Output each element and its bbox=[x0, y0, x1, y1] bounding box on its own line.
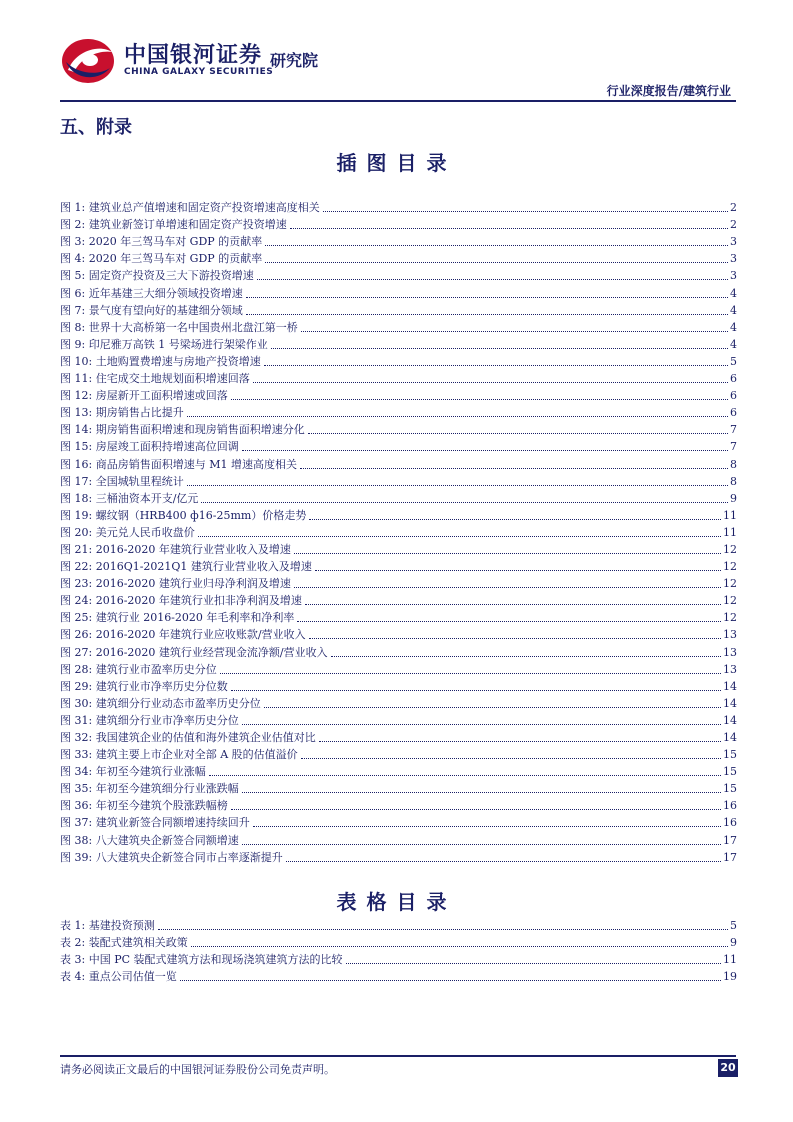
toc-entry-label: 图 1: 建筑业总产值增速和固定资产投资增速高度相关 bbox=[60, 201, 320, 215]
toc-entry-label: 图 7: 景气度有望向好的基建细分领域 bbox=[60, 303, 243, 317]
toc-entry-page: 17 bbox=[723, 833, 737, 847]
toc-entry-label: 图 21: 2016-2020 年建筑行业营业收入及增速 bbox=[60, 542, 291, 556]
toc-entry-label: 图 34: 年初至今建筑行业涨幅 bbox=[60, 765, 206, 779]
dot-leader bbox=[242, 724, 721, 725]
toc-entry-label: 表 1: 基建投资预测 bbox=[60, 919, 155, 933]
page-number: 20 bbox=[718, 1059, 738, 1077]
dot-leader bbox=[209, 775, 721, 776]
toc-entry-label: 表 4: 重点公司估值一览 bbox=[60, 970, 177, 984]
figure-toc-entry[interactable] bbox=[60, 386, 737, 403]
toc-entry-page: 5 bbox=[730, 919, 737, 933]
toc-entry-page: 11 bbox=[723, 508, 737, 522]
dot-leader bbox=[271, 348, 728, 349]
dot-leader bbox=[246, 314, 728, 315]
toc-entry-page: 14 bbox=[723, 679, 737, 693]
figure-toc-entry[interactable] bbox=[60, 796, 737, 813]
toc-entry-page: 7 bbox=[730, 440, 737, 454]
figure-toc-entry[interactable] bbox=[60, 711, 737, 728]
figure-toc-entry[interactable] bbox=[60, 625, 737, 642]
toc-entry-page: 6 bbox=[730, 372, 737, 386]
figure-toc-entry[interactable] bbox=[60, 608, 737, 625]
table-toc-title: 表格目录 bbox=[336, 890, 457, 914]
toc-entry-label: 图 36: 年初至今建筑个股涨跌幅榜 bbox=[60, 799, 228, 813]
toc-entry-label: 图 32: 我国建筑企业的估值和海外建筑企业估值对比 bbox=[60, 731, 316, 744]
dot-leader bbox=[265, 262, 728, 263]
toc-entry-label: 图 35: 年初至今建筑细分行业涨跌幅 bbox=[60, 782, 239, 796]
toc-entry-page: 4 bbox=[730, 303, 737, 317]
toc-entry-page: 9 bbox=[730, 491, 737, 505]
dot-leader bbox=[309, 519, 721, 520]
dot-leader bbox=[158, 929, 728, 930]
figure-toc-entry[interactable] bbox=[60, 574, 737, 591]
dot-leader bbox=[315, 570, 721, 571]
toc-entry-label: 图 37: 建筑业新签合同额增速持续回升 bbox=[60, 816, 250, 830]
dot-leader bbox=[231, 690, 721, 691]
toc-entry-page: 3 bbox=[730, 235, 737, 249]
dot-leader bbox=[187, 485, 728, 486]
dot-leader bbox=[253, 382, 728, 383]
toc-entry-page: 2 bbox=[730, 218, 737, 232]
toc-entry-page: 6 bbox=[730, 389, 737, 403]
dot-leader bbox=[346, 963, 721, 964]
toc-entry-label: 图 5: 固定资产投资及三大下游投资增速 bbox=[60, 269, 254, 283]
table-toc-entry[interactable] bbox=[60, 967, 737, 984]
toc-entry-page: 14 bbox=[723, 713, 737, 727]
toc-entry-label: 图 23: 2016-2020 建筑行业归母净利润及增速 bbox=[60, 577, 291, 591]
toc-entry-label: 图 19: 螺纹钢（HRB400 ф16-25mm）价格走势 bbox=[60, 508, 307, 522]
toc-entry-label: 图 30: 建筑细分行业动态市盈率历史分位 bbox=[60, 696, 261, 710]
dot-leader bbox=[308, 433, 728, 434]
toc-entry-page: 2 bbox=[730, 201, 737, 215]
toc-entry-label: 图 25: 建筑行业 2016-2020 年毛利率和净利率 bbox=[60, 611, 295, 625]
report-type: 行业深度报告/建筑行业 bbox=[606, 84, 731, 98]
figure-toc-entry[interactable] bbox=[60, 420, 737, 437]
dot-leader bbox=[297, 621, 721, 622]
toc-entry-page: 6 bbox=[730, 406, 737, 420]
dot-leader bbox=[294, 553, 721, 554]
figure-toc-entry[interactable] bbox=[60, 472, 737, 489]
dot-leader bbox=[253, 826, 721, 827]
figure-toc-entry[interactable] bbox=[60, 232, 737, 249]
toc-entry-page: 4 bbox=[730, 286, 737, 300]
figure-toc-entry[interactable] bbox=[60, 369, 737, 386]
toc-entry-page: 16 bbox=[723, 799, 737, 813]
dot-leader bbox=[300, 468, 728, 469]
figure-toc-entry[interactable] bbox=[60, 266, 737, 283]
toc-entry-page: 12 bbox=[723, 542, 737, 556]
toc-entry-page: 4 bbox=[730, 320, 737, 334]
figure-toc-entry[interactable] bbox=[60, 283, 737, 300]
toc-entry-page: 19 bbox=[723, 970, 737, 984]
toc-entry-page: 3 bbox=[730, 252, 737, 266]
toc-entry-label: 图 8: 世界十大高桥第一名中国贵州北盘江第一桥 bbox=[60, 320, 298, 334]
dot-leader bbox=[201, 502, 728, 503]
dot-leader bbox=[301, 331, 728, 332]
figure-toc-entry[interactable] bbox=[60, 318, 737, 335]
toc-entry-label: 图 11: 住宅成交土地规划面积增速回落 bbox=[60, 372, 250, 386]
toc-entry-label: 图 24: 2016-2020 年建筑行业扣非净利润及增速 bbox=[60, 594, 302, 608]
dot-leader bbox=[290, 228, 728, 229]
toc-entry-page: 8 bbox=[730, 457, 737, 471]
toc-entry-page: 12 bbox=[723, 560, 737, 574]
figure-toc-entry[interactable] bbox=[60, 830, 737, 847]
toc-entry-label: 图 9: 印尼雅万高铁 1 号梁场进行架梁作业 bbox=[60, 337, 268, 351]
toc-entry-page: 16 bbox=[723, 816, 737, 830]
toc-entry-page: 12 bbox=[723, 577, 737, 591]
figure-toc-entry[interactable] bbox=[60, 454, 737, 471]
toc-entry-label: 图 29: 建筑行业市净率历史分位数 bbox=[60, 679, 228, 693]
toc-entry-label: 图 31: 建筑细分行业市净率历史分位 bbox=[60, 713, 239, 727]
toc-entry-page: 11 bbox=[723, 525, 737, 539]
figure-toc-entry[interactable] bbox=[60, 591, 737, 608]
toc-entry-label: 表 3: 中国 PC 装配式建筑方法和现场浇筑建筑方法的比较 bbox=[60, 953, 343, 967]
figure-toc-entry[interactable] bbox=[60, 745, 737, 762]
figure-toc-entry[interactable] bbox=[60, 198, 737, 215]
dot-leader bbox=[305, 604, 721, 605]
table-toc-list bbox=[60, 916, 737, 984]
figure-toc-entry[interactable] bbox=[60, 523, 737, 540]
dot-leader bbox=[265, 245, 728, 246]
galaxy-logo-icon bbox=[60, 36, 116, 86]
figure-toc-entry[interactable] bbox=[60, 728, 737, 745]
toc-entry-label: 图 22: 2016Q1-2021Q1 建筑行业营业收入及增速 bbox=[60, 560, 312, 574]
toc-entry-page: 7 bbox=[730, 423, 737, 437]
toc-entry-page: 15 bbox=[723, 765, 737, 779]
figure-toc-entry[interactable] bbox=[60, 660, 737, 677]
toc-entry-label: 图 27: 2016-2020 建筑行业经营现金流净额/营业收入 bbox=[60, 645, 328, 659]
toc-entry-label: 图 33: 建筑主要上市企业对全部 A 股的估值溢价 bbox=[60, 748, 298, 762]
figure-toc-entry[interactable] bbox=[60, 335, 737, 352]
toc-entry-label: 图 4: 2020 年三驾马车对 GDP 的贡献率 bbox=[60, 252, 263, 266]
figure-toc-entry[interactable] bbox=[60, 437, 737, 454]
toc-entry-label: 图 2: 建筑业新签订单增速和固定资产投资增速 bbox=[60, 218, 287, 232]
figure-toc-entry[interactable] bbox=[60, 540, 737, 557]
dot-leader bbox=[246, 297, 728, 298]
figure-toc-entry[interactable] bbox=[60, 506, 737, 523]
toc-entry-page: 13 bbox=[723, 645, 737, 659]
toc-entry-page: 14 bbox=[723, 731, 737, 744]
toc-entry-label: 图 6: 近年基建三大细分领域投资增速 bbox=[60, 286, 243, 300]
dot-leader bbox=[286, 861, 721, 862]
toc-entry-label: 图 14: 期房销售面积增速和现房销售面积增速分化 bbox=[60, 423, 305, 437]
dot-leader bbox=[242, 792, 721, 793]
header-divider bbox=[60, 100, 736, 102]
figure-toc-entry[interactable] bbox=[60, 762, 737, 779]
toc-entry-page: 12 bbox=[723, 611, 737, 625]
dot-leader bbox=[242, 450, 728, 451]
toc-entry-label: 图 28: 建筑行业市盈率历史分位 bbox=[60, 662, 217, 676]
brand-name-cn: 中国银河证券 bbox=[124, 43, 263, 68]
dot-leader bbox=[231, 809, 721, 810]
toc-entry-page: 12 bbox=[723, 594, 737, 608]
toc-entry-label: 图 26: 2016-2020 年建筑行业应收账款/营业收入 bbox=[60, 628, 306, 642]
toc-entry-label: 图 10: 土地购置费增速与房地产投资增速 bbox=[60, 354, 261, 368]
dot-leader bbox=[331, 656, 721, 657]
toc-entry-label: 图 3: 2020 年三驾马车对 GDP 的贡献率 bbox=[60, 235, 263, 249]
dot-leader bbox=[191, 946, 728, 947]
toc-entry-label: 图 39: 八大建筑央企新签合同市占率逐渐提升 bbox=[60, 850, 283, 864]
toc-entry-page: 5 bbox=[730, 354, 737, 368]
toc-entry-page: 14 bbox=[723, 696, 737, 710]
dot-leader bbox=[294, 587, 721, 588]
dot-leader bbox=[257, 279, 728, 280]
toc-entry-page: 15 bbox=[723, 748, 737, 762]
dot-leader bbox=[264, 365, 728, 366]
dot-leader bbox=[319, 741, 721, 742]
toc-entry-label: 图 18: 三桶油资本开支/亿元 bbox=[60, 491, 199, 505]
table-toc-entry[interactable] bbox=[60, 950, 737, 967]
footer-divider bbox=[60, 1055, 736, 1057]
dot-leader bbox=[301, 758, 721, 759]
figure-toc-entry[interactable] bbox=[60, 403, 737, 420]
figure-toc-entry[interactable] bbox=[60, 642, 737, 659]
dot-leader bbox=[309, 638, 721, 639]
toc-entry-label: 图 38: 八大建筑央企新签合同额增速 bbox=[60, 833, 239, 847]
footer-disclaimer: 请务必阅读正文最后的中国银河证券股份公司免责声明。 bbox=[60, 1063, 335, 1076]
toc-entry-label: 图 12: 房屋新开工面积增速或回落 bbox=[60, 389, 228, 403]
page-header bbox=[0, 0, 793, 104]
toc-entry-page: 4 bbox=[730, 337, 737, 351]
dot-leader bbox=[264, 707, 721, 708]
toc-entry-label: 图 17: 全国城轨里程统计 bbox=[60, 474, 184, 488]
toc-entry-page: 15 bbox=[723, 782, 737, 796]
table-toc-entry[interactable] bbox=[60, 916, 737, 933]
section-title: 五、附录 bbox=[60, 117, 132, 138]
institute-label: 研究院 bbox=[270, 51, 319, 70]
figure-toc-entry[interactable] bbox=[60, 848, 737, 865]
figure-toc-entry[interactable] bbox=[60, 813, 737, 830]
figure-toc-entry[interactable] bbox=[60, 215, 737, 232]
dot-leader bbox=[187, 416, 728, 417]
toc-entry-page: 9 bbox=[730, 936, 737, 950]
dot-leader bbox=[323, 211, 728, 212]
table-toc-entry[interactable] bbox=[60, 933, 737, 950]
toc-entry-page: 3 bbox=[730, 269, 737, 283]
figure-toc-entry[interactable] bbox=[60, 249, 737, 266]
figure-toc-entry[interactable] bbox=[60, 557, 737, 574]
toc-entry-page: 17 bbox=[723, 850, 737, 864]
toc-entry-page: 11 bbox=[723, 953, 737, 967]
brand-name-en: CHINA GALAXY SECURITIES bbox=[124, 67, 274, 77]
toc-entry-label: 图 15: 房屋竣工面积持增速高位回调 bbox=[60, 440, 239, 454]
figure-toc-entry[interactable] bbox=[60, 301, 737, 318]
toc-entry-page: 13 bbox=[723, 662, 737, 676]
toc-entry-page: 8 bbox=[730, 474, 737, 488]
figure-toc-entry[interactable] bbox=[60, 677, 737, 694]
figure-toc-entry[interactable] bbox=[60, 694, 737, 711]
dot-leader bbox=[180, 980, 721, 981]
dot-leader bbox=[242, 844, 721, 845]
figure-toc-entry[interactable] bbox=[60, 779, 737, 796]
figure-toc-list bbox=[60, 198, 737, 865]
toc-entry-page: 13 bbox=[723, 628, 737, 642]
toc-entry-label: 图 13: 期房销售占比提升 bbox=[60, 406, 184, 420]
toc-entry-label: 图 20: 美元兑人民币收盘价 bbox=[60, 525, 195, 539]
figure-toc-entry[interactable] bbox=[60, 489, 737, 506]
dot-leader bbox=[220, 673, 721, 674]
dot-leader bbox=[231, 399, 728, 400]
dot-leader bbox=[198, 536, 721, 537]
figure-toc-entry[interactable] bbox=[60, 352, 737, 369]
figure-toc-title: 插图目录 bbox=[336, 151, 457, 175]
toc-entry-label: 图 16: 商品房销售面积增速与 M1 增速高度相关 bbox=[60, 457, 297, 471]
toc-entry-label: 表 2: 装配式建筑相关政策 bbox=[60, 936, 188, 950]
